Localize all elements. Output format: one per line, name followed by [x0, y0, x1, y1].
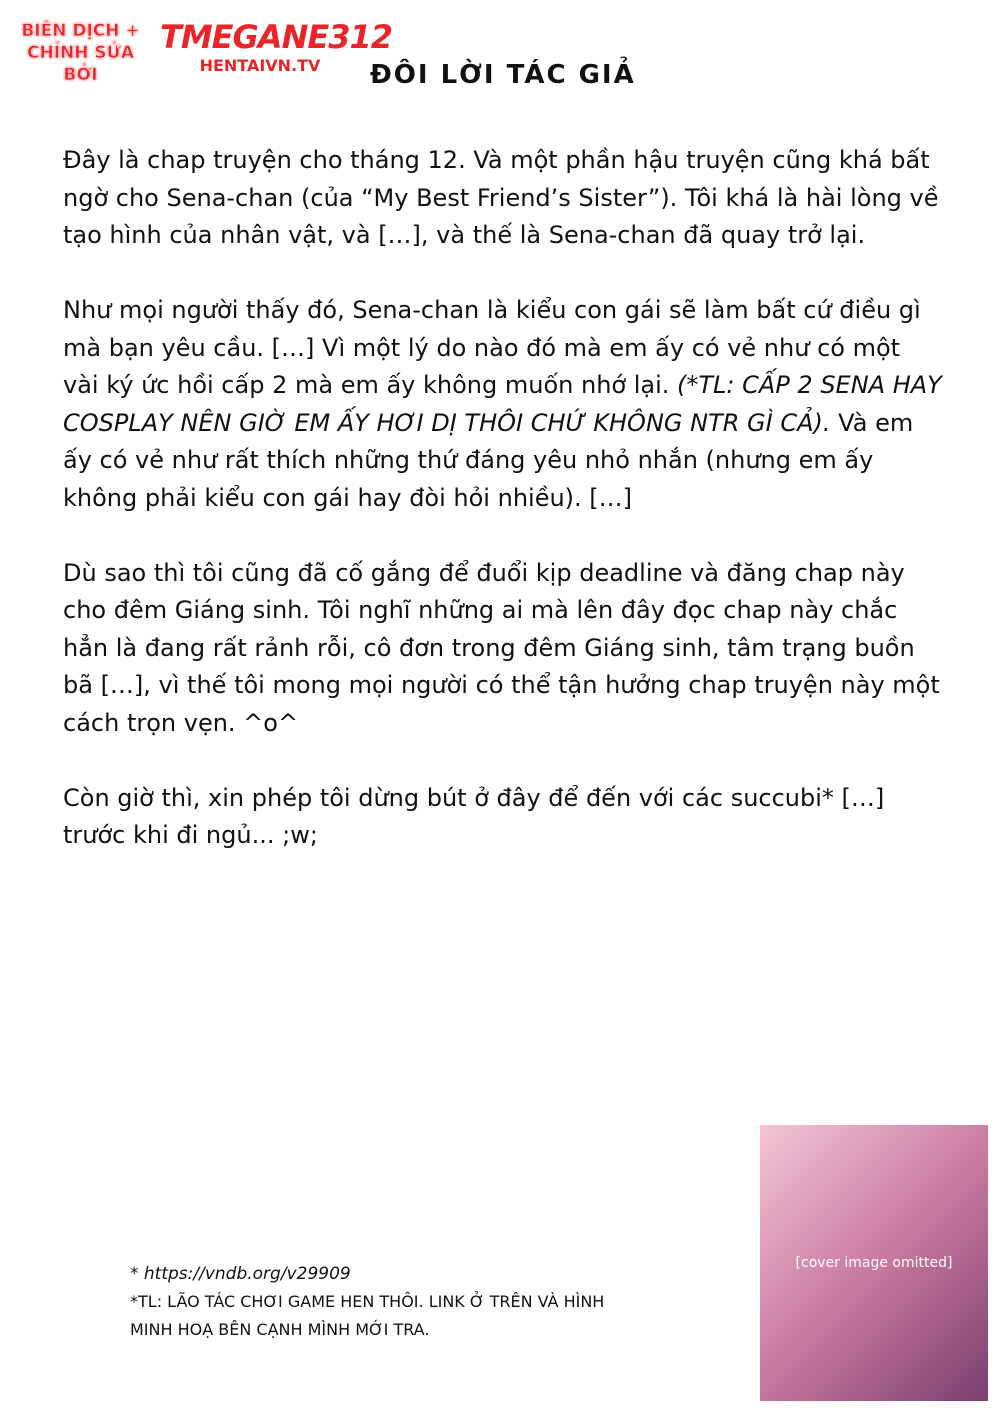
afterword-body — [63, 142, 943, 892]
footnotes — [130, 1260, 650, 1344]
footnote-link[interactable]: * https://vndb.org/v29909 — [130, 1264, 351, 1284]
paragraph: Còn giờ thì, xin phép tôi dừng bút ở đây để đến với các succubi* […] trước khi đi ngủ... ;w; — [63, 783, 885, 849]
paragraph: Dù sao thì tôi cũng đã cố gắng để đuổi kịp deadline và đăng chap này cho đêm Giáng sinh. Tôi nghĩ những ai mà lên đây đọc chap này chắc hẳn là đang rất rảnh rỗi, cô đơn trong đêm Giáng sinh, tâm trạng buồn bã […], vì thế tôi mong mọi người có thể tận hưởng chap truyện này một cách trọn vẹn. ^o^ — [63, 558, 940, 737]
paragraph-text: Như mọi người thấy đó, Sena-chan là kiểu con gái sẽ làm bất cứ điều gì mà bạn yêu cầu. […] Vì một lý do nào đó mà em ấy có vẻ như có một vài ký ức hồi cấp 2 mà em ấy không muốn nhớ lại. — [63, 296, 921, 399]
footnote-tl: *TL: LÃO TÁC CHƠI GAME HEN THÔI. LINK Ở TRÊN VÀ HÌNH MINH HOẠ BÊN CẠNH MÌNH MỚI TRA. — [130, 1292, 605, 1339]
translator-logo — [160, 18, 392, 75]
game-cover-image — [760, 1125, 988, 1401]
paragraph — [63, 292, 943, 517]
paragraph: Đây là chap truyện cho tháng 12. Và một phần hậu truyện cũng khá bất ngờ cho Sena-chan (của “My Best Friend’s Sister”). Tôi khá là hài lòng về tạo hình của nhân vật, và […], và thế là Sena-chan đã quay trở lại. — [63, 146, 939, 249]
translator-credit-label: BIÊN DỊCH + CHỈNH SỬA BỞI — [21, 21, 140, 85]
translator-name: TMEGANE312 — [160, 18, 392, 56]
cover-placeholder: [cover image omitted] — [795, 1255, 953, 1271]
translator-note: (*TL: CẤP 2 SENA HAY COSPLAY NÊN GIỜ EM ẤY HƠI DỊ THÔI CHỨ KHÔNG NTR GÌ CẢ). — [63, 371, 942, 437]
paragraph-text: Và em ấy có vẻ như rất thích những thứ đáng yêu nhỏ nhắn (nhưng em ấy không phải kiểu con gái hay đòi hỏi nhiều). […] — [63, 408, 914, 512]
site-name: HENTAIVN.TV — [199, 56, 321, 75]
page-title: ĐÔI LỜI TÁC GIẢ — [370, 60, 636, 90]
